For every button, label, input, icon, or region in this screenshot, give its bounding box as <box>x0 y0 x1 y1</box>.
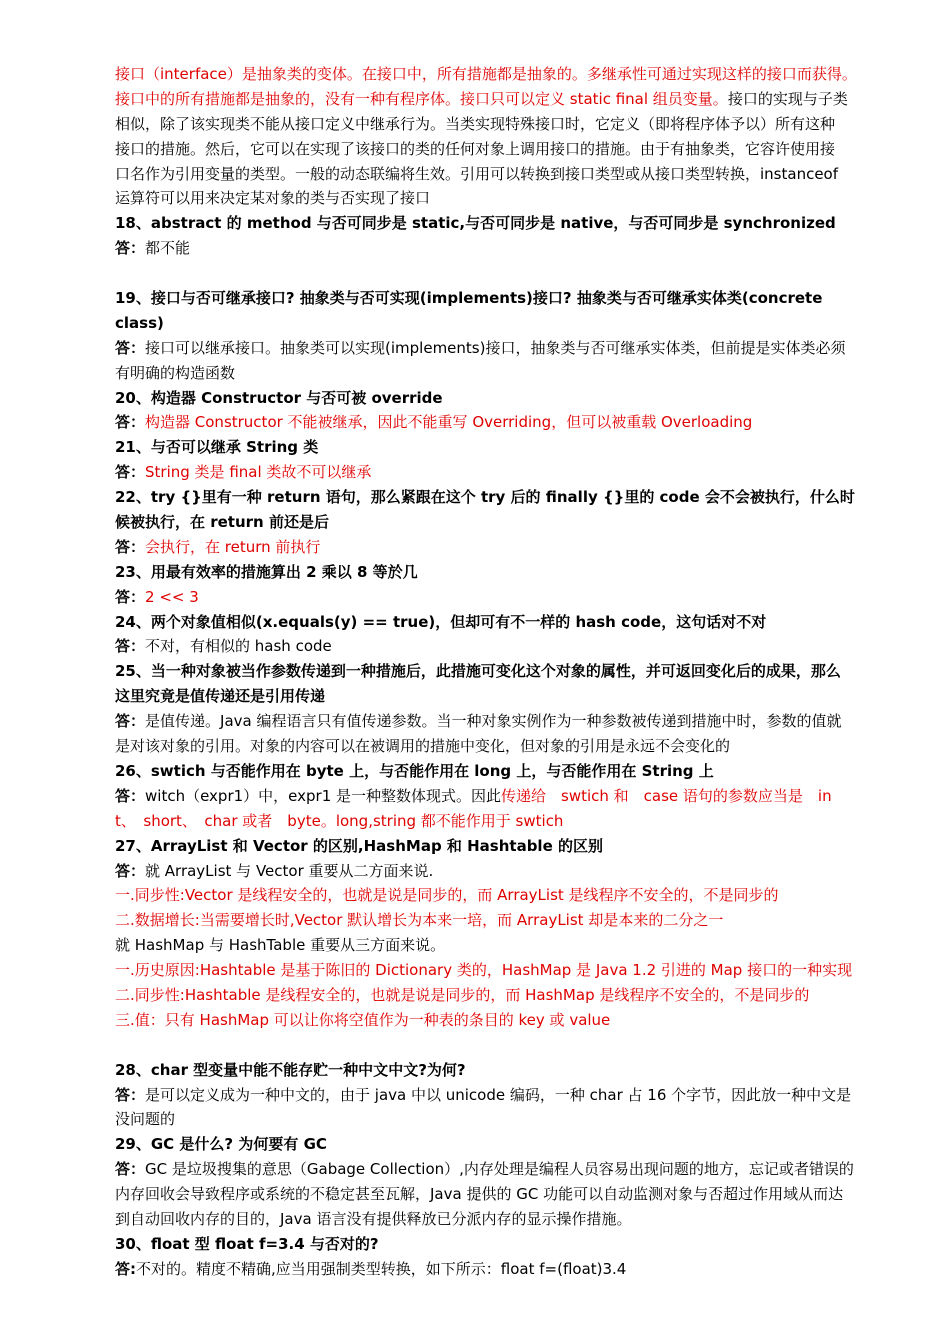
answer-label: 答： <box>115 712 146 731</box>
answer-30 <box>115 1257 900 1282</box>
answer-text: 构造器 Constructor 不能被继承，因此不能重写 Overriding，但可以被重载 Overloading <box>145 413 753 432</box>
answer-text: 就 ArrayList 与 Vector 重要从二方面来说. <box>145 861 434 880</box>
answer-28 <box>115 1083 900 1108</box>
question-19: 19、接口与否可继承接口? 抽象类与否可实现(implements)接口? 抽象类与否可继承实体类(concrete <box>115 289 823 308</box>
answer-label: 答： <box>115 861 146 880</box>
answer-label: 答： <box>115 1160 146 1179</box>
answer-label: 答： <box>115 338 146 357</box>
answer-26-cont: t、 short、 char 或者 byte。long,string 都不能作用于 swtich <box>115 811 564 830</box>
intro-line: 接口的措施。然后，它可以在实现了该接口的类的任何对象上调用接口的措施。由于有抽象类，它容许使用接 <box>115 139 836 158</box>
question-18: 18、abstract 的 method 与否可同步是 static,与否可同步是 native，与否可同步是 synchronized <box>115 214 836 233</box>
answer-27-point: 二.同步性:Hashtable 是线程安全的，也就是说是同步的，而 HashMap 是线程序不安全的，不是同步的 <box>115 985 810 1004</box>
question-22: 22、try {}里有一种 return 语句，那么紧跟在这个 try 后的 finally {}里的 code 会不会被执行，什么时 <box>115 488 855 507</box>
answer-label: 答： <box>115 537 146 556</box>
answer-23 <box>115 585 900 610</box>
answer-label: 答： <box>115 1085 146 1104</box>
answer-26 <box>115 784 900 809</box>
answer-label: 答： <box>115 239 146 258</box>
question-28: 28、char 型变量中能不能存贮一种中文中文?为何? <box>115 1060 466 1079</box>
answer-text: GC 是垃圾搜集的意思（Gabage Collection）,内存处理是编程人员容易出现问题的地方，忘记或者错误的 <box>145 1160 854 1179</box>
question-25: 25、当一种对象被当作参数传递到一种措施后，此措施可变化这个对象的属性，并可返回变化后的成果，那么 <box>115 662 841 681</box>
question-22-cont: 候被执行，在 return 前还是后 <box>115 513 329 532</box>
answer-text: 都不能 <box>145 239 191 258</box>
answer-text: String 类是 final 类故不可以继承 <box>145 463 372 482</box>
answer-emphasis: 传递给 swtich 和 case 语句的参数应当是 in <box>501 786 832 805</box>
intro-line: 接口（interface）是抽象类的变体。在接口中，所有措施都是抽象的。多继承性可通过实现这样的接口而获得。 <box>115 65 857 83</box>
question-27: 27、ArrayList 和 Vector 的区别,HashMap 和 Hashtable 的区别 <box>115 836 603 855</box>
intro-line: 相似，除了该实现类不能从接口定义中继承行为。当类实现特殊接口时，它定义（即将程序体予以）所有这种 <box>115 114 836 133</box>
answer-20 <box>115 410 900 435</box>
answer-label: 答： <box>115 786 146 805</box>
answer-label: 答： <box>115 587 146 606</box>
question-29: 29、GC 是什么? 为何要有 GC <box>115 1135 327 1154</box>
answer-text: 是值传递。Java 编程语言只有值传递参数。当一种对象实例作为一种参数被传递到措施中时，参数的值就 <box>145 712 842 731</box>
answer-label: 答： <box>115 413 146 432</box>
question-25-cont: 这里究竟是值传递还是引用传递 <box>115 687 326 706</box>
spacer <box>115 1033 900 1058</box>
answer-27 <box>115 859 900 884</box>
intro-line: 运算符可以用来决定某对象的类与否实现了接口 <box>115 189 431 208</box>
answer-27-point: 一.历史原因:Hashtable 是基于陈旧的 Dictionary 类的，HashMap 是 Java 1.2 引进的 Map 接口的一种实现 <box>115 961 853 980</box>
answer-text: 不对，有相似的 hash code <box>145 637 332 656</box>
answer-29-cont: 内存回收会导致程序或系统的不稳定甚至瓦解，Java 提供的 GC 功能可以自动监测对象与否超过作用域从而达 <box>115 1185 844 1204</box>
answer-27-point: 三.值：只有 HashMap 可以让你将空值作为一种表的条目的 key 或 value <box>115 1010 611 1029</box>
answer-25 <box>115 709 900 734</box>
answer-28-cont: 没问题的 <box>115 1110 176 1129</box>
answer-18 <box>115 236 900 261</box>
intro-line <box>115 87 900 112</box>
answer-text: 会执行，在 return 前执行 <box>145 537 321 556</box>
answer-25-cont: 是对该对象的引用。对象的内容可以在被调用的措施中变化，但对象的引用是永远不会变化的 <box>115 737 731 756</box>
answer-29-cont: 到自动回收内存的目的，Java 语言没有提供释放已分派内存的显示操作措施。 <box>115 1209 632 1228</box>
answer-27-point: 一.同步性:Vector 是线程安全的，也就是说是同步的，而 ArrayList 是线程序不安全的，不是同步的 <box>115 886 779 905</box>
answer-21 <box>115 460 900 485</box>
question-20: 20、构造器 Constructor 与否可被 override <box>115 388 443 407</box>
answer-text: witch（expr1）中，expr1 是一种整数体现式。因此 <box>145 786 502 805</box>
question-19-cont: class) <box>115 313 164 332</box>
answer-label: 答： <box>115 463 146 482</box>
question-23: 23、用最有效率的措施算出 2 乘以 8 等於几 <box>115 562 418 581</box>
intro-text: 接口的实现与子类 <box>727 89 848 108</box>
answer-27-subhead: 就 HashMap 与 HashTable 重要从三方面来说。 <box>115 936 446 955</box>
answer-22 <box>115 535 900 560</box>
answer-24 <box>115 634 900 659</box>
answer-29 <box>115 1157 900 1182</box>
answer-label: 答: <box>115 1259 136 1278</box>
intro-line: 口名作为引用变量的类型。一般的动态联编将生效。引用可以转换到接口类型或从接口类型转换，instanceof <box>115 164 839 183</box>
answer-text: 2 << 3 <box>145 587 199 606</box>
document-page <box>115 62 900 1282</box>
answer-label: 答： <box>115 637 146 656</box>
answer-27-point: 二.数据增长:当需要增长时,Vector 默认增长为本来一培，而 ArrayList 却是本来的二分之一 <box>115 911 724 930</box>
answer-text: 接口可以继承接口。抽象类可以实现(implements)接口，抽象类与否可继承实体类，但前提是实体类必须 <box>145 338 846 357</box>
answer-text: 不对的。精度不精确,应当用强制类型转换，如下所示：float f=(float)3.4 <box>136 1259 627 1278</box>
answer-19 <box>115 336 900 361</box>
question-21: 21、与否可以继承 String 类 <box>115 438 319 457</box>
answer-19-cont: 有明确的构造函数 <box>115 363 236 382</box>
answer-text: 是可以定义成为一种中文的，由于 java 中以 unicode 编码，一种 char 占 16 个字节，因此放一种中文是 <box>145 1085 852 1104</box>
question-24: 24、两个对象值相似(x.equals(y) == true)，但却可有不一样的 hash code，这句话对不对 <box>115 612 767 631</box>
question-26: 26、swtich 与否能作用在 byte 上，与否能作用在 long 上，与否能作用在 String 上 <box>115 761 714 780</box>
question-30: 30、float 型 float f=3.4 与否对的? <box>115 1234 379 1253</box>
spacer <box>115 261 900 286</box>
intro-emphasis: 接口中的所有措施都是抽象的，没有一种有程序体。接口只可以定义 static final 组员变量。 <box>115 89 728 108</box>
